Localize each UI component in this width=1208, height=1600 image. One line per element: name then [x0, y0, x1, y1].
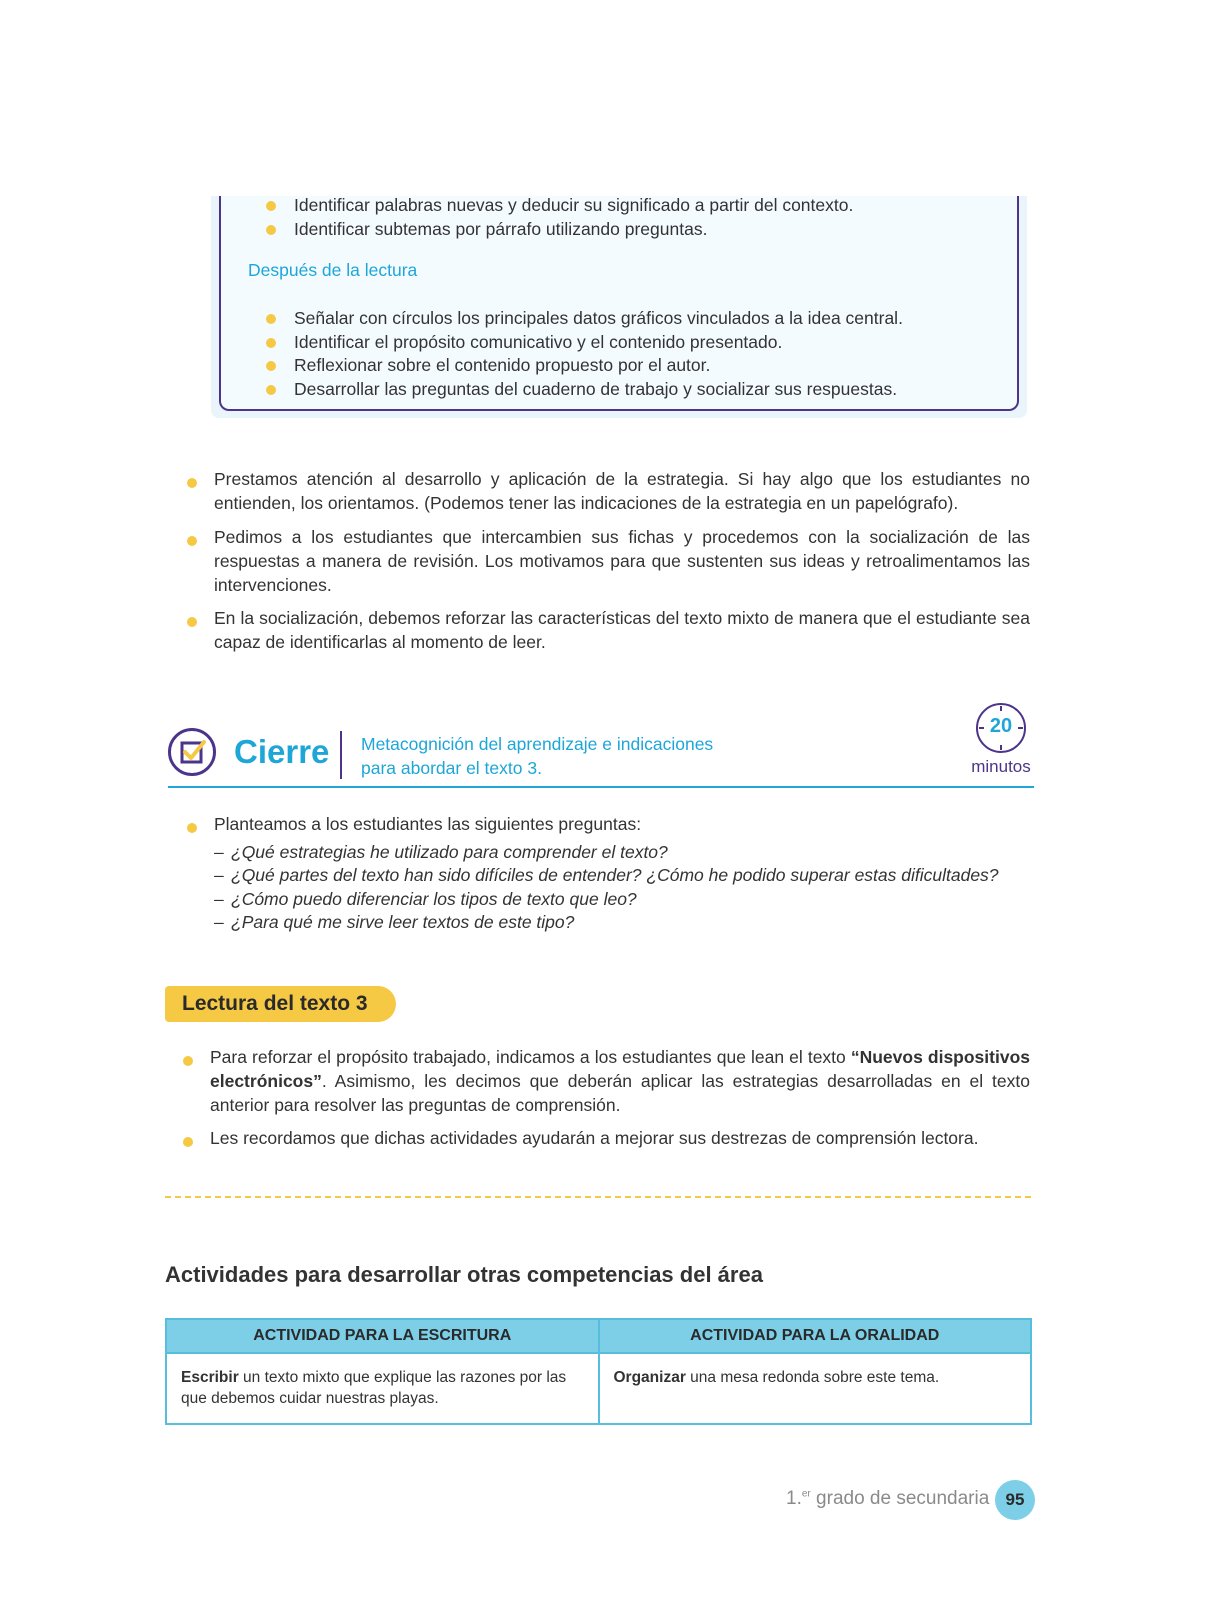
bullet-icon — [183, 1137, 193, 1147]
timer-unit: minutos — [971, 757, 1031, 776]
lectura-text-start: Para reforzar el propósito trabajado, indicamos a los estudiantes que lean el texto — [210, 1047, 851, 1067]
list-item — [187, 475, 197, 493]
after-reading-heading: Después de la lectura — [248, 260, 418, 280]
cierre-title: Cierre — [234, 733, 330, 770]
checkbox-icon — [168, 728, 216, 776]
question-dash: – — [214, 912, 224, 932]
speaking-text: una mesa redonda sobre este tema. — [685, 1369, 940, 1386]
during-item-2: Identificar subtemas por párrafo utilizando preguntas. — [294, 219, 708, 239]
section-rule — [168, 786, 1034, 788]
question-dash: – — [214, 865, 224, 885]
bullet-icon — [266, 338, 276, 348]
cierre-description — [361, 732, 713, 780]
bullet-icon — [266, 385, 276, 395]
question-1: ¿Qué estrategias he utilizado para comprender el texto? — [231, 842, 668, 862]
bullet-icon — [183, 1056, 193, 1066]
after-item-4: Desarrollar las preguntas del cuaderno de trabajo y socializar sus respuestas. — [294, 379, 898, 399]
writing-verb: Escribir — [181, 1369, 239, 1386]
lectura-badge: Lectura del texto 3 — [165, 986, 396, 1022]
page-number: 95 — [995, 1480, 1035, 1520]
list-item — [266, 193, 276, 217]
question-2: ¿Qué partes del texto han sido difíciles de entender? ¿Cómo he podido superar estas dificultades? — [231, 865, 999, 885]
after-item-1: Señalar con círculos los principales datos gráficos vinculados a la idea central. — [294, 308, 903, 328]
grade-number: 1. — [786, 1488, 802, 1509]
grade-ordinal: er — [801, 1488, 811, 1500]
list-item — [266, 330, 276, 354]
body-bullet-3: En la socialización, debemos reforzar las características del texto mixto de manera que el estudiante sea capaz de identificarlas al momento de leer. — [214, 608, 1030, 652]
after-item-2: Identificar el propósito comunicativo y el contenido presentado. — [294, 332, 783, 352]
list-item — [183, 1134, 193, 1152]
writing-text: un texto mixto que explique las razones por las que debemos cuidar nuestras playas. — [181, 1369, 567, 1407]
bullet-icon — [266, 201, 276, 211]
speaking-activity-cell — [599, 1353, 1032, 1424]
question-4: ¿Para qué me sirve leer textos de este tipo? — [231, 912, 575, 932]
column-header-speaking: ACTIVIDAD PARA LA ORALIDAD — [599, 1319, 1032, 1353]
during-item-1: Identificar palabras nuevas y deducir su significado a partir del contexto. — [294, 195, 854, 215]
list-item — [266, 306, 276, 330]
column-header-writing: ACTIVIDAD PARA LA ESCRITURA — [166, 1319, 599, 1353]
bullet-icon — [266, 314, 276, 324]
bullet-icon — [187, 617, 197, 627]
after-item-3: Reflexionar sobre el contenido propuesto por el autor. — [294, 355, 711, 375]
lectura-text-end: . Asimismo, les decimos que deberán aplicar las estrategias desarrolladas en el texto anterior para resolver las preguntas de comprensión. — [210, 1071, 1030, 1115]
lectura-text-title: “Nuevos dispositivos electrónicos” — [210, 1047, 1030, 1091]
list-item — [187, 820, 197, 838]
cierre-desc-line1: Metacognición del aprendizaje e indicaciones — [361, 734, 714, 754]
activities-title: Actividades para desarrollar otras competencias del área — [165, 1262, 763, 1287]
table-header-row — [166, 1319, 1031, 1353]
list-item — [187, 614, 197, 632]
list-item — [266, 377, 276, 401]
grade-label — [786, 1488, 989, 1510]
timer-value: 20 — [989, 715, 1013, 737]
speaking-verb: Organizar — [613, 1369, 686, 1386]
list-item — [183, 1053, 193, 1071]
question-dash: – — [214, 842, 224, 862]
list-item — [187, 533, 197, 551]
bullet-icon — [266, 225, 276, 235]
bullet-icon — [187, 478, 197, 488]
bullet-icon — [266, 361, 276, 371]
cierre-intro: Planteamos a los estudiantes las siguientes preguntas: — [214, 814, 642, 834]
lectura-bullet-1 — [210, 1045, 1030, 1117]
dashed-divider — [165, 1196, 1031, 1198]
list-item — [266, 217, 276, 241]
question-3: ¿Cómo puedo diferenciar los tipos de texto que leo? — [231, 889, 637, 909]
divider — [340, 731, 342, 779]
cierre-desc-line2: para abordar el texto 3. — [361, 758, 542, 778]
activities-table — [165, 1318, 1032, 1425]
bullet-icon — [187, 536, 197, 546]
list-item — [266, 353, 276, 377]
body-bullet-1: Prestamos atención al desarrollo y aplicación de la estrategia. Si hay algo que los estudiantes no entienden, los orientamos. (Podemos tener las indicaciones de la estrategia en un papelógrafo). — [214, 469, 1030, 513]
bullet-icon — [187, 823, 197, 833]
body-bullet-2: Pedimos a los estudiantes que intercambien sus fichas y procedemos con la socialización de las respuestas a manera de revisión. Los motivamos para que sustenten sus ideas y retroalimentamos las intervenciones. — [214, 527, 1030, 595]
grade-text: grado de secundaria — [810, 1488, 990, 1509]
lectura-bullet-2: Les recordamos que dichas actividades ayudarán a mejorar sus destrezas de comprensión lectora. — [210, 1128, 979, 1148]
question-dash: – — [214, 889, 224, 909]
writing-activity-cell — [166, 1353, 599, 1424]
table-row — [166, 1353, 1031, 1424]
